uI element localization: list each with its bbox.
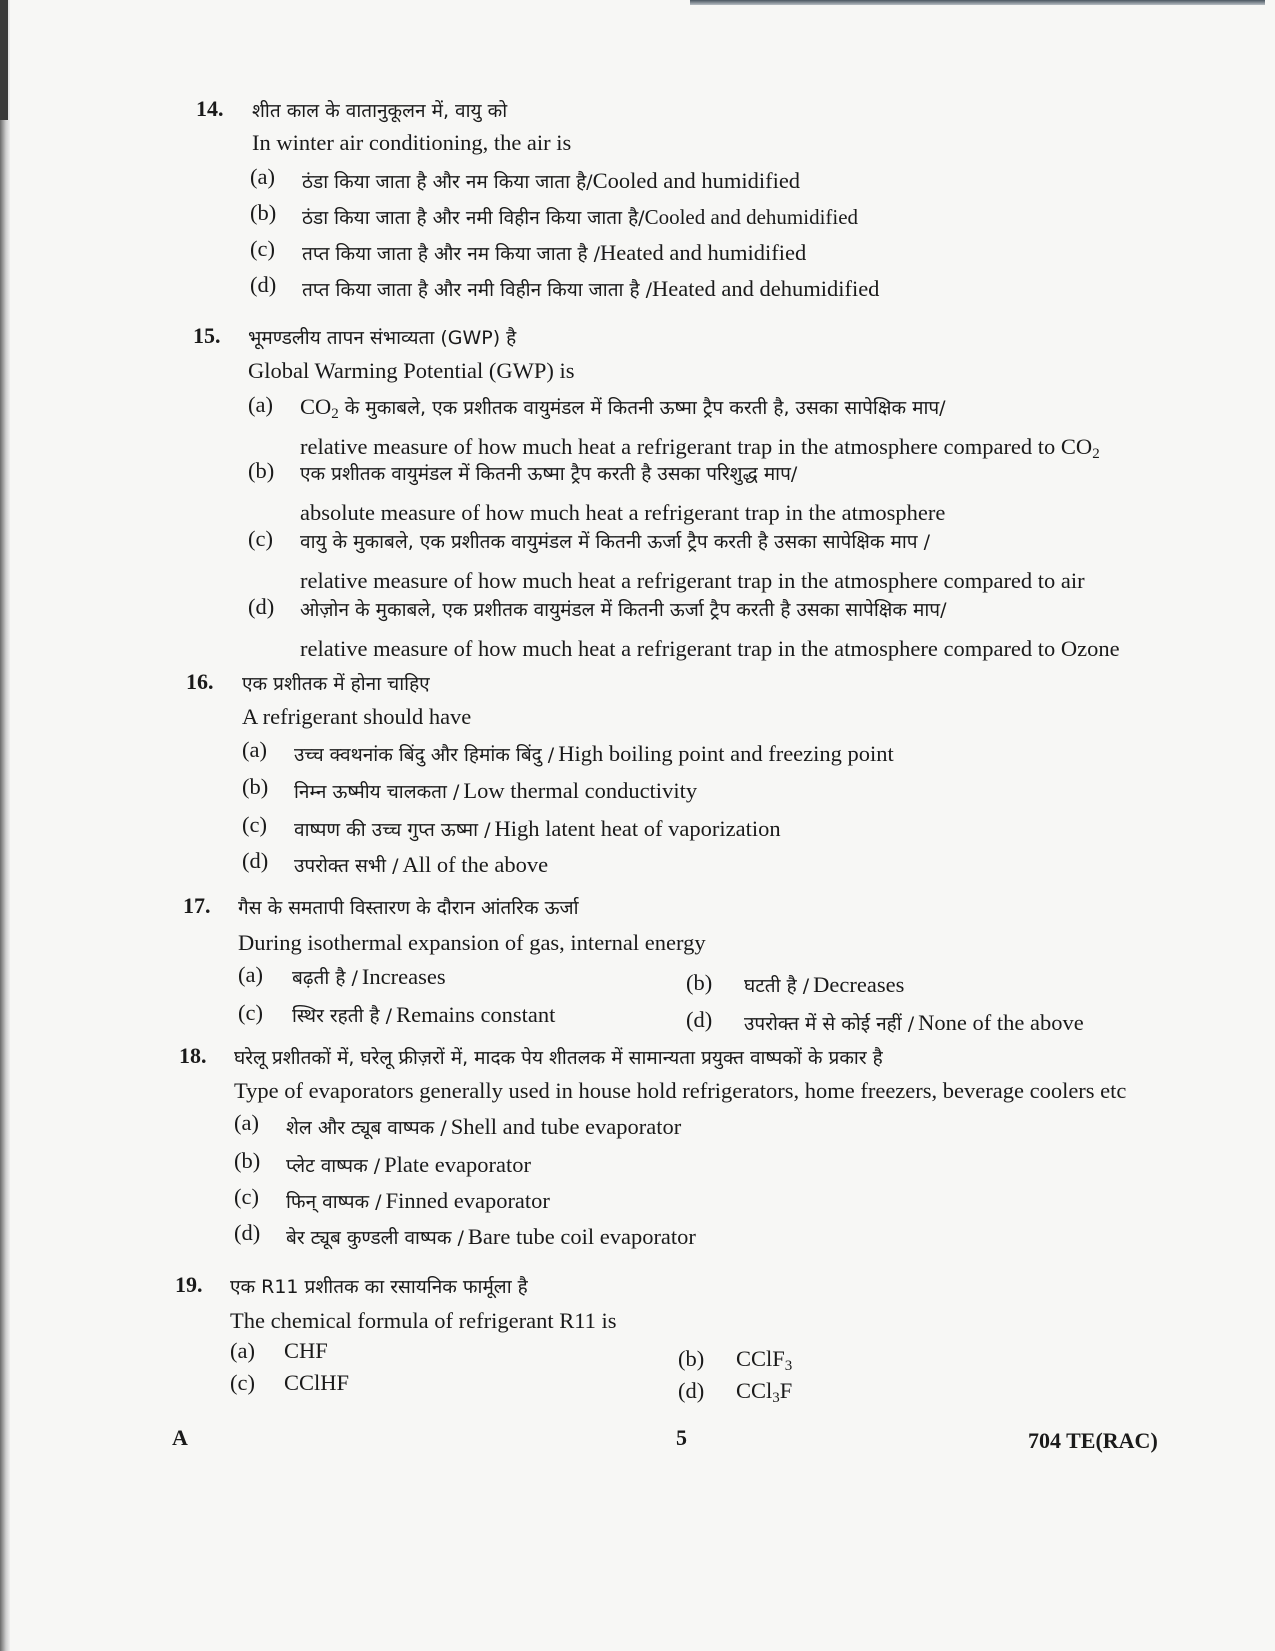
option-text-english: High latent heat of vaporization [494,816,781,841]
page-number: 5 [676,1425,687,1450]
option-text-hindi: तप्त किया जाता है और नम किया जाता है / [302,243,601,265]
option-text-hindi: ठंडा किया जाता है और नम किया जाता है/ [302,171,593,193]
option-a[interactable]: CHF [284,1338,328,1363]
option-d-english: relative measure of how much heat a refrigerant trap in the atmosphere compared to Ozone [300,636,1120,661]
option-letter: (a) [250,164,275,189]
option-b[interactable] [294,776,697,806]
option-letter: (a) [242,737,267,762]
option-d[interactable] [294,850,548,880]
option-letter: (a) [234,1110,259,1135]
option-d[interactable] [286,1222,696,1252]
option-text-hindi: स्थिर रहती है / [292,1005,393,1027]
option-text-hindi: निम्न ऊष्मीय चालकता / [294,781,460,803]
option-c-english: relative measure of how much heat a refrigerant trap in the atmosphere compared to air [300,568,1085,593]
option-text-english: Shell and tube evaporator [450,1114,682,1139]
question-number: 17. [183,893,211,918]
formula-text: CClF [736,1346,785,1371]
option-b[interactable] [736,1344,792,1374]
option-letter: (b) [250,200,277,225]
option-text-english: Cooled and humidified [592,168,801,193]
option-text-english: Decreases [813,972,905,997]
option-letter: (d) [234,1220,261,1245]
option-letter: (c) [238,1000,263,1025]
subscript: 3 [784,1358,793,1374]
option-b[interactable] [302,202,858,232]
option-text-hindi: फिन् वाष्पक / [286,1191,382,1213]
paper-code: 704 TE(RAC) [1028,1428,1158,1453]
option-letter: (a) [230,1338,255,1363]
question-text-english: A refrigerant should have [242,704,472,729]
question-number: 15. [193,323,221,348]
option-d[interactable] [736,1376,792,1406]
option-text-english: Low thermal conductivity [463,778,698,803]
option-d[interactable] [744,1008,1084,1038]
option-letter: (d) [686,1007,713,1032]
option-letter: (c) [230,1370,255,1395]
option-c[interactable]: CClHF [284,1370,350,1395]
question-text-hindi: गैस के समतापी विस्तारण के दौरान आंतरिक ऊर्जा [238,897,579,919]
question-number: 19. [175,1272,203,1297]
subscript: 2 [1092,446,1100,462]
option-c[interactable] [286,1186,550,1216]
option-b[interactable]: एक प्रशीतक वायुमंडल में कितनी ऊष्मा ट्रैप करती है उसका परिशुद्ध माप/ [300,463,798,485]
series-label: A [172,1425,188,1450]
formula-text: F [779,1378,793,1403]
question-text-english: Type of evaporators generally used in house hold refrigerators, home freezers, beverage coolers etc [234,1078,1127,1103]
option-letter: (a) [248,392,273,417]
option-text-english: relative measure of how much heat a refrigerant trap in the atmosphere compared to CO [300,434,1093,459]
option-letter: (b) [678,1346,705,1371]
question-text-english: Global Warming Potential (GWP) is [248,358,575,383]
option-text-english: Finned evaporator [385,1188,550,1213]
option-text-english: High boiling point and freezing point [558,741,894,766]
option-letter: (b) [686,970,713,995]
option-c[interactable] [292,1000,555,1030]
option-text-hindi: वाष्पण की उच्च गुप्त ऊष्मा / [294,819,491,841]
option-letter: (c) [248,526,273,551]
question-text-hindi: एक R11 प्रशीतक का रसायनिक फार्मूला है [230,1276,528,1298]
question-text-hindi: घरेलू प्रशीतकों में, घरेलू फ्रीज़रों में, मादक पेय शीतलक में सामान्यता प्रयुक्त वाष्पकों के प्रकार है [234,1047,883,1069]
option-text-hindi: उपरोक्त सभी / [294,855,399,877]
option-a[interactable] [300,392,946,422]
option-a[interactable] [286,1112,681,1142]
option-c[interactable]: वायु के मुकाबले, एक प्रशीतक वायुमंडल में कितनी ऊर्जा ट्रैप करती है उसका सापेक्षिक माप / [300,531,931,553]
option-c[interactable] [294,814,781,844]
option-letter: (d) [678,1378,705,1403]
option-text-hindi: बढ़ती है / [292,967,358,989]
option-letter: (c) [250,236,275,261]
option-text-english: Remains constant [396,1002,556,1027]
option-b[interactable] [744,970,904,1000]
option-text-english: Heated and humidified [600,240,807,265]
option-a[interactable] [302,166,800,196]
subscript: 3 [772,1390,780,1406]
option-letter: (d) [242,848,269,873]
question-text-hindi: एक प्रशीतक में होना चाहिए [242,673,430,695]
option-letter: (b) [242,774,269,799]
option-text-english: Heated and dehumidified [652,276,880,301]
option-text-hindi: उच्च क्वथनांक बिंदु और हिमांक बिंदु / [294,744,555,766]
question-text-hindi: शीत काल के वातानुकूलन में, वायु को [252,100,508,122]
option-text-english: Cooled and dehumidified [644,205,859,229]
option-text-english: All of the above [402,852,549,877]
option-text-hindi: शेल और ट्यूब वाष्पक / [286,1117,447,1139]
option-d[interactable]: ओज़ोन के मुकाबले, एक प्रशीतक वायुमंडल में कितनी ऊर्जा ट्रैप करती है उसका सापेक्षिक माप/ [300,599,947,621]
question-number: 16. [186,669,214,694]
option-letter: (d) [250,272,277,297]
option-letter: (c) [242,812,267,837]
option-text-english: None of the above [918,1010,1084,1035]
option-text-hindi: उपरोक्त में से कोई नहीं / [744,1013,915,1035]
option-d[interactable] [302,274,879,304]
option-a[interactable] [292,962,446,992]
question-text-english: During isothermal expansion of gas, internal energy [238,930,706,955]
option-text-english: Plate evaporator [384,1152,531,1177]
option-text-hindi: घटती है / [744,975,810,997]
option-text-hindi: तप्त किया जाता है और नमी विहीन किया जाता है / [302,279,653,301]
option-text-english: Bare tube coil evaporator [467,1224,696,1249]
option-a-english [300,432,1100,462]
option-text-hindi: के मुकाबले, एक प्रशीतक वायुमंडल में कितनी ऊष्मा ट्रैप करती है, उसका सापेक्षिक माप/ [338,397,946,419]
option-text-hindi: ठंडा किया जाता है और नमी विहीन किया जाता है/ [302,207,645,229]
question-text-english: The chemical formula of refrigerant R11 is [230,1308,617,1333]
question-number: 14. [196,96,224,121]
option-a[interactable] [294,739,894,769]
option-letter: (c) [234,1184,259,1209]
formula-co2: CO [300,394,332,419]
option-c[interactable] [302,238,806,268]
formula-text: CCl [736,1378,773,1403]
option-b[interactable] [286,1150,531,1180]
option-b-english: absolute measure of how much heat a refrigerant trap in the atmosphere [300,500,946,525]
option-text-english: Increases [361,964,446,989]
question-text-english: In winter air conditioning, the air is [252,130,572,155]
question-text-hindi: भूमण्डलीय तापन संभाव्यता (GWP) है [248,327,517,349]
option-letter: (d) [248,594,275,619]
subscript: 2 [331,406,339,422]
option-text-hindi: प्लेट वाष्पक / [286,1155,381,1177]
option-letter: (b) [234,1148,261,1173]
question-number: 18. [179,1043,207,1068]
option-letter: (b) [248,458,275,483]
option-text-hindi: बेर ट्यूब कुण्डली वाष्पक / [286,1227,464,1249]
option-letter: (a) [238,962,263,987]
